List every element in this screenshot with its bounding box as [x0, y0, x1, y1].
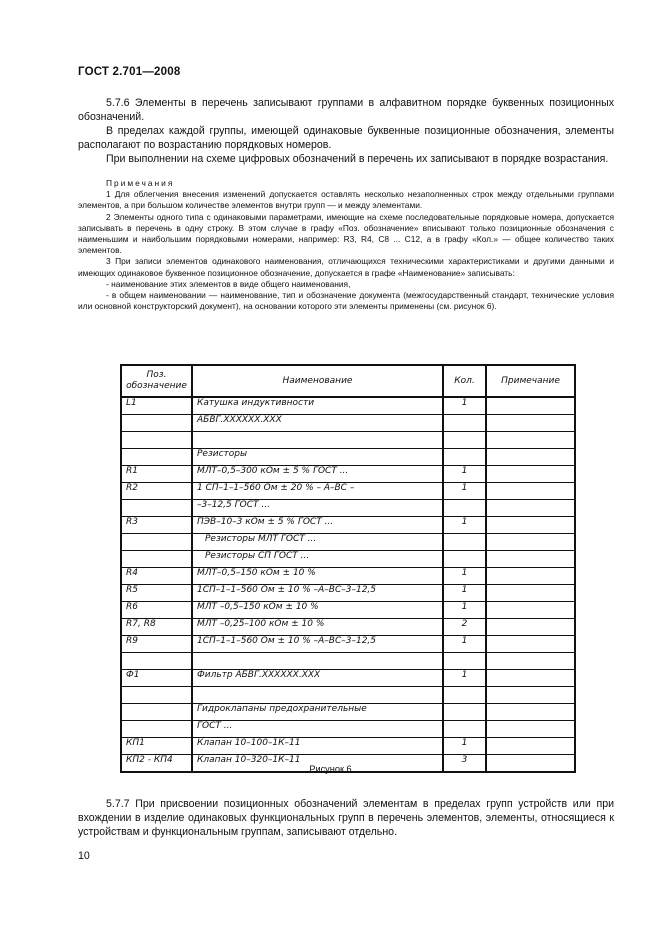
cell-pos — [121, 653, 192, 670]
cell-pos: R2 — [121, 483, 192, 500]
cell-qty — [443, 500, 486, 517]
cell-name: Гидроклапаны предохранительные — [192, 704, 443, 721]
cell-pos: R5 — [121, 585, 192, 602]
cell-name: Клапан 10–320–1К–11 — [192, 755, 443, 773]
table-row — [121, 534, 575, 551]
cell-pos: L1 — [121, 397, 192, 415]
cell-name: МЛТ –0,5–150 кОм ± 10 % — [192, 602, 443, 619]
section-5-7-7 — [78, 797, 614, 839]
paragraph: В пределах каждой группы, имеющей одинаковые буквенные позиционные обозначения, элементы располагают по возрастанию порядковых номеров. — [78, 125, 614, 151]
table-row — [121, 687, 575, 704]
cell-note — [486, 585, 575, 602]
table-row — [121, 670, 575, 687]
cell-name: Резисторы МЛТ ГОСТ ... — [192, 534, 443, 551]
cell-qty: 1 — [443, 602, 486, 619]
cell-pos — [121, 415, 192, 432]
table-row — [121, 738, 575, 755]
cell-note — [486, 534, 575, 551]
section-5-7-6 — [78, 96, 614, 166]
header-pos — [121, 365, 192, 397]
cell-qty: 1 — [443, 466, 486, 483]
cell-qty — [443, 704, 486, 721]
elements-list-table — [120, 364, 576, 773]
cell-pos — [121, 704, 192, 721]
cell-note — [486, 670, 575, 687]
header-pos-line2: обозначение — [126, 381, 187, 391]
note-3: 3 При записи элементов одинакового наименования, отличающихся техническими характеристиками и другими данными и имеющих одинаковое буквенное позиционное обозначение, допускается в графе «Наименование» записывать: — [78, 256, 614, 278]
cell-note — [486, 483, 575, 500]
cell-name: 1 СП–1–1–560 Ом ± 20 % – А–ВС – — [192, 483, 443, 500]
cell-qty: 1 — [443, 670, 486, 687]
cell-note — [486, 449, 575, 466]
cell-pos — [121, 687, 192, 704]
note-3-item-a: - наименование этих элементов в виде общего наименования, — [106, 278, 351, 289]
cell-note — [486, 551, 575, 568]
cell-qty: 1 — [443, 397, 486, 415]
cell-note — [486, 500, 575, 517]
table-row — [121, 449, 575, 466]
table-row — [121, 551, 575, 568]
table-row — [121, 568, 575, 585]
cell-name: МЛТ–0,5–150 кОм ± 10 % — [192, 568, 443, 585]
cell-qty: 1 — [443, 636, 486, 653]
cell-note — [486, 568, 575, 585]
cell-note — [486, 721, 575, 738]
cell-pos: R6 — [121, 602, 192, 619]
cell-note — [486, 432, 575, 449]
cell-note — [486, 466, 575, 483]
cell-pos: КП1 — [121, 738, 192, 755]
note-2: 2 Элементы одного типа с одинаковыми параметрами, имеющие на схеме последовательные порядковые номера, допускается записывать в перечень в одну строку. В этом случае в графу «Поз. обозначение» вписывают только позиционные обозначения с наименьшим и наибольшим порядковыми номерами, например: R3, R4, C8 ... C12, а в графу «Кол.» — общее количество таких элементов. — [78, 211, 614, 256]
header-pos-line1: Поз. — [146, 370, 167, 380]
cell-pos: R7, R8 — [121, 619, 192, 636]
cell-name: МЛТ –0,25–100 кОм ± 10 % — [192, 619, 443, 636]
cell-pos: R3 — [121, 517, 192, 534]
cell-pos — [121, 500, 192, 517]
notes-heading: Примечания — [106, 178, 175, 188]
note-3-item-b: - в общем наименовании — наименование, тип и обозначение документа (межгосударственный стандарт, технические условия или основной конструкторский документ), на основании которого эти элементы применены (см. рисунок 6). — [78, 290, 614, 312]
cell-pos: R1 — [121, 466, 192, 483]
cell-note — [486, 619, 575, 636]
figure-caption: Рисунок 6 — [309, 764, 352, 774]
cell-name: МЛТ–0,5–300 кОм ± 5 % ГОСТ ... — [192, 466, 443, 483]
cell-pos — [121, 432, 192, 449]
cell-name: Резисторы — [192, 449, 443, 466]
cell-pos — [121, 721, 192, 738]
cell-pos — [121, 534, 192, 551]
cell-note — [486, 517, 575, 534]
cell-name — [192, 653, 443, 670]
cell-qty: 3 — [443, 755, 486, 773]
cell-note — [486, 415, 575, 432]
cell-qty: 1 — [443, 517, 486, 534]
table-row — [121, 653, 575, 670]
cell-note — [486, 704, 575, 721]
cell-qty: 1 — [443, 483, 486, 500]
cell-name: 1СП–1–1–560 Ом ± 10 % –А–ВС–3–12,5 — [192, 585, 443, 602]
cell-qty — [443, 687, 486, 704]
table-row — [121, 585, 575, 602]
header-name: Наименование — [192, 365, 443, 397]
table-row — [121, 432, 575, 449]
page-number: 10 — [78, 850, 90, 862]
cell-note — [486, 653, 575, 670]
cell-qty: 1 — [443, 738, 486, 755]
cell-name: АБВГ.XXXXXX.XXX — [192, 415, 443, 432]
page-header: ГОСТ 2.701—2008 — [78, 66, 181, 78]
table-row — [121, 602, 575, 619]
table-row — [121, 636, 575, 653]
paragraph: При выполнении на схеме цифровых обозначений в перечень их записывают в порядке возрастания. — [106, 153, 609, 165]
cell-name: ГОСТ ... — [192, 721, 443, 738]
notes-block — [78, 178, 614, 312]
table-row — [121, 397, 575, 415]
note-1: 1 Для облегчения внесения изменений допускается оставлять несколько незаполненных строк между отдельными группами элементов, а при большом количестве элементов внутри групп — и между элементами. — [78, 189, 614, 211]
cell-name: Фильтр АБВГ.XXXXXX.XXX — [192, 670, 443, 687]
cell-name: –3–12,5 ГОСТ ... — [192, 500, 443, 517]
cell-note — [486, 602, 575, 619]
cell-pos — [121, 551, 192, 568]
table-row — [121, 466, 575, 483]
cell-qty: 2 — [443, 619, 486, 636]
paragraph: 5.7.6 Элементы в перечень записывают группами в алфавитном порядке буквенных позиционных обозначений. — [78, 97, 614, 123]
table-row — [121, 517, 575, 534]
cell-pos: R9 — [121, 636, 192, 653]
cell-qty — [443, 449, 486, 466]
cell-qty: 1 — [443, 568, 486, 585]
table-row — [121, 619, 575, 636]
table-row — [121, 500, 575, 517]
cell-note — [486, 687, 575, 704]
paragraph: 5.7.7 При присвоении позиционных обозначений элементам в пределах групп устройств или при вхождении в изделие одинаковых функциональных групп в перечень элементов, элементы, относящиеся к устройствам и функциональным группам, записывают отдельно. — [78, 798, 614, 838]
cell-name — [192, 687, 443, 704]
cell-note — [486, 636, 575, 653]
cell-pos: КП2 - КП4 — [121, 755, 192, 773]
cell-qty — [443, 653, 486, 670]
table-row — [121, 415, 575, 432]
cell-name: Катушка индуктивности — [192, 397, 443, 415]
cell-qty: 1 — [443, 585, 486, 602]
cell-note — [486, 397, 575, 415]
table-header-row — [121, 365, 575, 397]
cell-note — [486, 738, 575, 755]
cell-name: Резисторы СП ГОСТ ... — [192, 551, 443, 568]
table-row — [121, 483, 575, 500]
table-row — [121, 704, 575, 721]
cell-name: 1СП–1–1–560 Ом ± 10 % –А–ВС–3–12,5 — [192, 636, 443, 653]
cell-qty — [443, 432, 486, 449]
cell-pos — [121, 449, 192, 466]
cell-qty — [443, 415, 486, 432]
cell-qty — [443, 721, 486, 738]
header-qty: Кол. — [443, 365, 486, 397]
cell-pos: R4 — [121, 568, 192, 585]
cell-name: Клапан 10–100–1К–11 — [192, 738, 443, 755]
cell-qty — [443, 534, 486, 551]
cell-name — [192, 432, 443, 449]
table-row — [121, 721, 575, 738]
cell-name: ПЭВ–10–3 кОм ± 5 % ГОСТ ... — [192, 517, 443, 534]
cell-pos: Ф1 — [121, 670, 192, 687]
cell-qty — [443, 551, 486, 568]
header-note: Примечание — [486, 365, 575, 397]
